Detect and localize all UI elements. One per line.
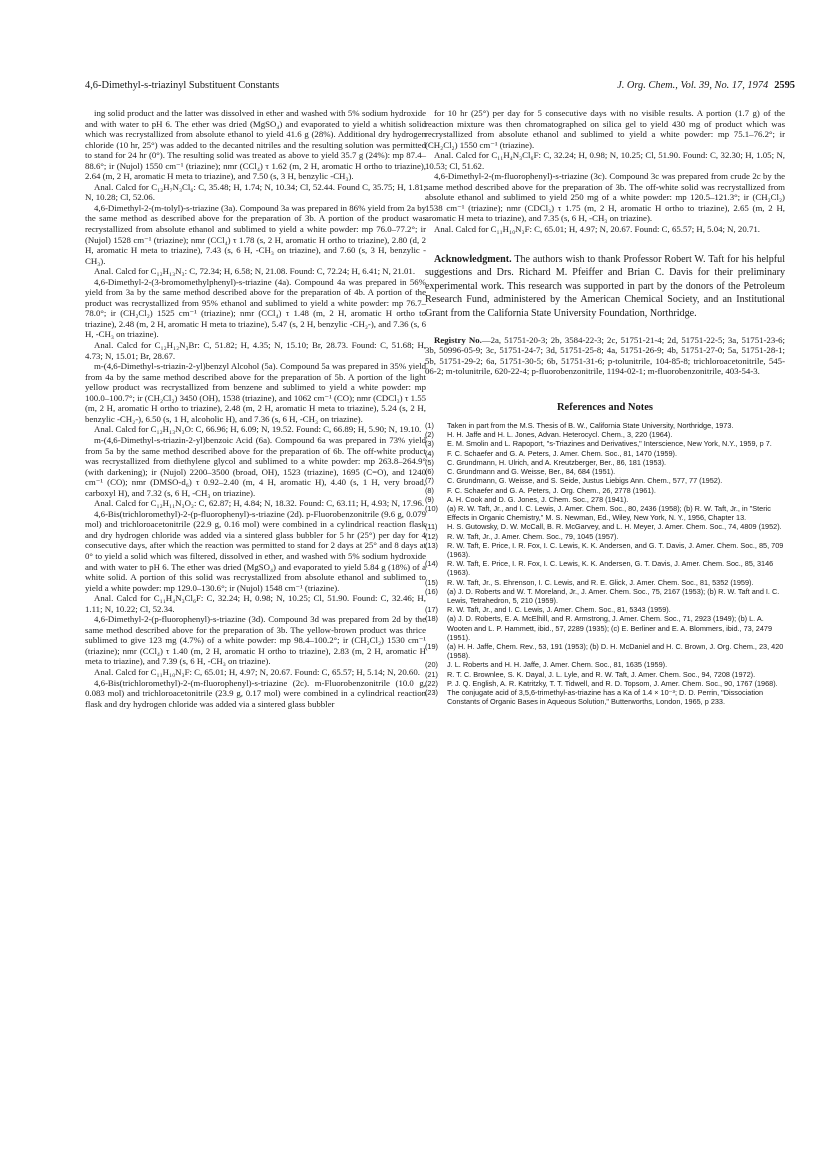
reference-text: F. C. Schaefer and G. A. Peters, J. Amer. Chem. Soc., 81, 1470 (1959). — [447, 448, 677, 458]
experimental-continued — [425, 108, 785, 235]
reference-text: H. S. Gutowsky, D. W. McCall, B. R. McGarvey, and L. H. Meyer, J. Amer. Chem. Soc., 74, 4809 (1952). — [447, 522, 782, 532]
reference-number: (5) — [425, 457, 434, 467]
reference-item — [425, 541, 785, 559]
registry-heading: Registry No. — [434, 334, 482, 345]
reference-item — [425, 458, 785, 467]
paragraph: m-(4,6-Dimethyl-s-triazin-2-yl)benzoic Acid (6a). Compound 6a was prepared in 73% yield from 5a by the same method described above for the preparation of 6b. The off-white product was recrystallized from diethylene glycol and sublimed to a white powder: mp 263.8–264.9° (with darkening); ir (Nujol) 2200–3500 (broad, OH), 1523 (triazine), 1695 (C=O), and 1240 cm⁻¹ (CO); nmr (DMSO-d₆) τ 0.92–2.40 (m, 4 H, aromatic H), 4.40 (s, 1 H, very broad, carboxyl H), and 7.32 (s, 6 H, -CH₃ on triazine). — [85, 434, 426, 498]
references-title: References and Notes — [556, 401, 654, 413]
paragraph: Anal. Calcd for C₁₂H₁₃N₃: C, 72.34; H, 6.58; N, 21.08. Found: C, 72.24; H, 6.41; N, 21.01. — [94, 266, 416, 277]
reference-text: F. C. Schaefer and G. A. Peters, J. Org. Chem., 26, 2778 (1961). — [447, 485, 656, 495]
paragraph: m-(4,6-Dimethyl-s-triazin-2-yl)benzyl Alcohol (5a). Compound 5a was prepared in 35% yield from 4a by the same method described above for the preparation of 5b. A portion of the light yellow product was recrystallized from benzene and sublimed to yield a white powder: mp 100.0–100.7°; ir (CH₂Cl₂) 3450 (OH), 1538 (triazine), and 1062 cm⁻¹ (CO); nmr (CDCl₃) τ 1.55 (m, 2 H, aromatic H ortho to triazine), 2.48 (m, 2 H, aromatic H meta to triazine), 5.24 (s, 2 H, benzylic -CH₂-), 6.50 (s, 1 H, alcoholic H), and 7.36 (s, 6 H, -CH₃ on triazine). — [85, 361, 426, 424]
paragraph: for 10 hr (25°) per day for 5 consecutive days with no visible results. A portion (1.7 g) of the reaction mixture was then chromatographed on silica gel to yield 430 mg of product which was recrystallized from absolute ethanol and sublimed to yield a white powder: mp 75.1–76.2°; ir (CH₂Cl₂) 1550 cm⁻¹ (triazine). — [425, 108, 785, 150]
reference-text: R. T. C. Brownlee, S. K. Dayal, J. L. Lyle, and R. W. Taft, J. Amer. Chem. Soc., 94, 7208 (1972). — [447, 669, 756, 679]
reference-text: (a) J. D. Roberts, E. A. McElhill, and R. Armstrong, J. Amer. Chem. Soc., 71, 2923 (1949); (b) L. A. Wooten and L. P. Hammett, ibid., 57, 2289 (1935); (c) E. Berliner and E. A. Blommers, ibid., 73, 2479 (1951). — [447, 614, 773, 642]
reference-text: R. W. Taft, E. Price, I. R. Fox, I. C. Lewis, K. K. Andersen, G. T. Davis, J. Amer. Chem. Soc., 85, 3146 (1963). — [447, 559, 774, 578]
reference-number: (12) — [425, 531, 438, 541]
reference-number: (7) — [425, 476, 434, 486]
paragraph: Anal. Calcd for C₁₂H₁₁N₃O₂: C, 62.87; H, 4.84; N, 18.32. Found: C, 63.11; H, 4.93; N, 17.96. — [94, 498, 425, 509]
reference-item — [425, 660, 785, 669]
reference-number: (16) — [425, 586, 438, 596]
reference-text: (a) H. H. Jaffe, Chem. Rev., 53, 191 (1953); (b) D. H. McDaniel and H. C. Brown, J. Org. Chem., 23, 420 (1958). — [447, 641, 784, 661]
reference-number: (4) — [425, 448, 434, 458]
reference-item — [425, 504, 785, 522]
reference-number: (9) — [425, 494, 434, 504]
reference-number: (20) — [425, 660, 438, 670]
journal-name: J. Org. Chem., Vol. 39, No. 17, 1974 — [617, 80, 769, 91]
reference-item — [425, 679, 785, 688]
registry-numbers — [425, 335, 785, 377]
reference-number: (13) — [425, 540, 438, 550]
reference-number: (19) — [425, 641, 438, 651]
reference-item — [425, 587, 785, 605]
reference-text: C. Grundmann, G. Weisse, and S. Seide, Justus Liebigs Ann. Chem., 577, 77 (1952). — [447, 476, 723, 486]
reference-item — [425, 688, 785, 706]
reference-item — [425, 614, 785, 642]
acknowledgment — [425, 253, 785, 321]
registry-text: —2a, 51751-20-3; 2b, 3584-22-3; 2c, 51751-21-4; 2d, 51751-22-5; 3a, 51751-23-6; 3b, 50996-05-9; 3c, 51751-24-7; 3d, 51751-25-8; 4a, 51751-26-9; 4b, 51751-27-0; 5a, 51751-28-1; 5b, 51751-29-2; 6a, 51751-30-5; 6b, 51751-31-6; p-tolunitrile, 104-85-8; trichloroacetonitrile, 545-06-2; m-tolunitrile, 620-22-4; p-fluorobenzonitrile, 1194-02-1; m-fluorobenzonitrile, 403-54-3. — [425, 334, 785, 377]
references-list — [425, 421, 785, 706]
paragraph: 4,6-Dimethyl-2-(m-tolyl)-s-triazine (3a). Compound 3a was prepared in 86% yield from 2a by the same method as described above for the preparation of 3b. A portion of the product was recrystallized from absolute ethanol and sublimed to yield a white powder: mp 76.0–77.2°; ir (Nujol) 1528 cm⁻¹ (triazine); nmr (CCl₄) τ 1.78 (s, 2 H, aromatic H ortho to triazine), 2.80 (d, 2 H, aromatic H meta to triazine), 7.43 (s, 6 H, -CH₃ on triazine), and 7.60 (s, 3 H, benzylic -CH₃). — [85, 202, 426, 266]
reference-item — [425, 670, 785, 679]
reference-number: (14) — [425, 559, 438, 569]
reference-item — [425, 522, 785, 531]
reference-number: (1) — [425, 421, 434, 431]
reference-text: R. W. Taft, Jr., J. Amer. Chem. Soc., 79, 1045 (1957). — [447, 531, 619, 541]
reference-text: The conjugate acid of 3,5,6-trimethyl-as-triazine has a Ka of 1.4 × 10⁻³; D. D. Perrin, "Dissociation Constants of Organic Bases in Aqueous Solution," Butterworths, London, 1965, p 233. — [447, 687, 764, 707]
reference-text: H. H. Jaffe and H. L. Jones, Advan. Heterocycl. Chem., 3, 220 (1964). — [447, 430, 673, 440]
reference-number: (10) — [425, 503, 438, 513]
reference-number: (2) — [425, 430, 434, 440]
reference-text: C. Grundmann, H. Ulrich, and A. Kreutzberger, Ber., 86, 181 (1953). — [447, 457, 667, 467]
left-column — [85, 108, 426, 709]
paragraph: 4,6-Bis(trichloromethyl)-2-(p-fluorophenyl)-s-triazine (2d). p-Fluorobenzonitrile (9.6 g, 0.079 mol) and trichloroacetonitrile (22.9 g, 0.16 mol) were combined in a cylindrical reaction flask and dry hydrogen chloride was added via a sintered glass bubbler for 5 hr (25°) per day for 4 consecutive days, after which the reaction was permitted to stand for 2 days at 25° and 8 days at 0° to yield a solid which was filtered, dissolved in ether, and washed with 5% sodium hydroxide and with water to pH 6. The ether was dried (MgSO₄) and evaporated to yield 5.84 g (18%) of a white solid. A portion of this solid was recrystallized from absolute ethanol and sublimed to yield a white powder: mp 129.0–130.6°; ir (Nujol) 1548 cm⁻¹ (triazine). — [85, 508, 426, 593]
paragraph: Anal. Calcd for C₁₁H₁₀N₃F: C, 65.01; H, 4.97; N, 20.67. Found: C, 65.57; H, 5.04; N, 20.71. — [434, 224, 760, 235]
reference-item — [425, 467, 785, 476]
reference-text: R. W. Taft, Jr., S. Ehrenson, I. C. Lewis, and R. E. Glick, J. Amer. Chem. Soc., 81, 5352 (1959). — [447, 577, 754, 587]
reference-item — [425, 449, 785, 458]
page-number: 2595 — [774, 80, 795, 91]
reference-text: C. Grundmann and G. Weisse, Ber., 84, 684 (1951). — [447, 467, 616, 477]
running-title: 4,6-Dimethyl-s-triazinyl Substituent Constants — [85, 80, 280, 91]
reference-item — [425, 439, 785, 448]
paragraph: Anal. Calcd for C₁₂H₁₂N₃Br: C, 51.82; H, 4.35; N, 15.10; Br, 28.73. Found: C, 51.68; H, 4.73; N, 15.01; Br, 28.67. — [85, 340, 426, 361]
reference-item — [425, 532, 785, 541]
paragraph: ing solid product and the latter was dissolved in ether and washed with 5% sodium hydroxide and with water to pH 6. The ether was dried (MgSO₄) and evaporated to yield a whitish solid which was recrystallized from absolute ethanol to yield 41.6 g (28%). Additional dry hydrogen chloride (10 hr, 25°) was added to the decanted nitriles and the resulting solution was permitted to stand for 24 hr (0°). The resulting solid was treated as above to yield 35.7 g (24%): mp 87.4–88.6°; ir (Nujol) 1550 cm⁻¹ (triazine); nmr (CCl₄) τ 1.62 (m, 2 H, aromatic H ortho to triazine), 2.64 (m, 2 H, aromatic H meta to triazine), and 7.50 (s, 3 H, benzylic -CH₃). — [85, 108, 426, 182]
reference-text: P. J. Q. English, A. R. Katritzky, T. T. Tidwell, and R. D. Topsom, J. Amer. Chem. Soc., 90, 1767 (1968). — [447, 678, 778, 688]
reference-text: J. L. Roberts and H. H. Jaffe, J. Amer. Chem. Soc., 81, 1635 (1959). — [447, 660, 668, 670]
reference-item — [425, 605, 785, 614]
reference-number: (22) — [425, 678, 438, 688]
paragraph: 4,6-Bis(trichloromethyl)-2-(m-fluorophenyl)-s-triazine (2c). m-Fluorobenzonitrile (10.0 g, 0.083 mol) and trichloroacetonitrile (23.9 g, 0.17 mol) were combined in a cylindrical reaction flask and dry hydrogen chloride was added via a sintered glass bubbler — [85, 677, 426, 709]
reference-number: (6) — [425, 467, 434, 477]
reference-text: R. W. Taft, E. Price, I. R. Fox, I. C. Lewis, K. K. Andersen, and G. T. Davis, J. Amer. Chem. Soc., 85, 709 (1963). — [447, 540, 784, 559]
reference-text: E. M. Smolin and L. Rapoport, "s-Triazines and Derivatives," Interscience, New York, N.Y., 1959, p 7. — [447, 439, 772, 449]
paragraph: 4,6-Dimethyl-2-(p-fluorophenyl)-s-triazine (3d). Compound 3d was prepared from 2d by the same method described above for the preparation of 3b. The yellow-brown product was thrice sublimed to give 123 mg (4.7%) of a white powder: mp 98.4–100.2°; ir (CH₂Cl₂) 1530 cm⁻¹ (triazine); nmr (CCl₄) τ 1.40 (m, 2 H, aromatic H ortho to triazine), 2.83 (m, 2 H, aromatic H meta to triazine), and 7.39 (s, 6 H, -CH₃ on triazine). — [85, 614, 426, 667]
reference-text: R. W. Taft, Jr., and I. C. Lewis, J. Amer. Chem. Soc., 81, 5343 (1959). — [447, 605, 671, 615]
reference-item — [425, 642, 785, 660]
reference-item — [425, 495, 785, 504]
reference-item — [425, 486, 785, 495]
reference-item — [425, 578, 785, 587]
reference-number: (18) — [425, 614, 438, 624]
paragraph: Anal. Calcd for C₁₁H₄N₃Cl₆F: C, 32.24; H, 0.98; N, 10.25; Cl, 51.90. Found: C, 32.46; H, 1.11; N, 10.22; Cl, 52.34. — [85, 593, 426, 614]
paragraph: Anal. Calcd for C₁₁H₁₀N₃F: C, 65.01; H, 4.97; N, 20.67. Found: C, 65.57; H, 5.14; N, 20.60. — [94, 666, 420, 677]
reference-number: (8) — [425, 485, 434, 495]
reference-text: Taken in part from the M.S. Thesis of B. W., California State University, Northridge, 1973. — [447, 421, 734, 431]
right-column — [425, 108, 785, 706]
paragraph: Anal. Calcd for C₁₁H₄N₃Cl₆F: C, 32.24; H, 0.98; N, 10.25; Cl, 51.90. Found: C, 32.30; H, 1.05; N, 10.53; Cl, 51.62. — [425, 150, 785, 171]
reference-number: (3) — [425, 439, 434, 449]
reference-number: (23) — [425, 687, 438, 697]
reference-text: A. H. Cook and D. G. Jones, J. Chem. Soc., 278 (1941). — [447, 494, 629, 504]
reference-text: (a) J. D. Roberts and W. T. Moreland, Jr., J. Amer. Chem. Soc., 75, 2167 (1953); (b) R. W. Taft and I. C. Lewis, Tetrahedron, 5, 210 (1959). — [447, 586, 780, 605]
paragraph: 4,6-Dimethyl-2-(m-fluorophenyl)-s-triazine (3c). Compound 3c was prepared from crude 2c by the same method described above for the preparation of 3b. The off-white solid was recrystallized from absolute ethanol and sublimed to yield 250 mg of a white powder: mp 120.5–121.3°; ir (CH₂Cl₂) 1538 cm⁻¹ (triazine); nmr (CDCl₃) τ 1.75 (m, 2 H, aromatic H ortho to triazine), 2.65 (m, 2 H, aromatic H meta to triazine), and 7.35 (s, 6 H, -CH₃ on triazine). — [425, 171, 785, 224]
paragraph: Anal. Calcd for C₁₂H₇N₃Cl₆: C, 35.48; H, 1.74; N, 10.34; Cl, 52.44. Found C, 35.75; H, 1.81; N, 10.28; Cl, 52.06. — [85, 181, 426, 203]
reference-number: (15) — [425, 577, 438, 587]
reference-item — [425, 421, 785, 430]
acknowledgment-text: The authors wish to thank Professor Robert W. Taft for his helpful suggestions and Drs. Richard M. Pfeiffer and Brian C. Davis for their preliminary experimental work. This research was supported in part by the donors of the Petroleum Research Fund, administered by the American Chemical Society, and an Institutional Grant from the California State University Foundation, Northridge. — [425, 253, 785, 319]
journal-citation — [617, 80, 795, 91]
reference-item — [425, 476, 785, 485]
paragraph: Anal. Calcd for C₁₂H₁₃N₃O: C, 66.96; H, 6.09; N, 19.52. Found: C, 66.89; H, 5.90; N, 19.10. — [94, 424, 422, 435]
reference-item — [425, 559, 785, 577]
paragraph: 4,6-Dimethyl-2-(3-bromomethylphenyl)-s-triazine (4a). Compound 4a was prepared in 56% yield from 3a by the same method described above for the preparation of 4b. A portion of the product was recrystallized from 95% ethanol and sublimed to yield a white powder: mp 76.7–78.0°; ir (CH₂Cl₂) 1525 cm⁻¹ (triazine); nmr (CCl₄) τ 1.48 (m, 2 H, aromatic H ortho to triazine), 2.48 (m, 2 H, aromatic H meta to triazine), 5.47 (s, 2 H, benzylic -CH₂-), and 7.36 (s, 6 H, -CH₃ on triazine). — [85, 276, 426, 340]
reference-item — [425, 430, 785, 439]
acknowledgment-heading: Acknowledgment. — [434, 253, 512, 265]
reference-number: (11) — [425, 522, 438, 532]
reference-number: (21) — [425, 669, 438, 679]
reference-number: (17) — [425, 605, 438, 615]
reference-text: (a) R. W. Taft, Jr., and I. C. Lewis, J. Amer. Chem. Soc., 80, 2436 (1958); (b) R. W. Taft, Jr., in "Steric Effects in Organic Chemistry," M. S. Newman, Ed., Wiley, New York, N. Y., 1956, Chapter 13. — [447, 503, 771, 523]
